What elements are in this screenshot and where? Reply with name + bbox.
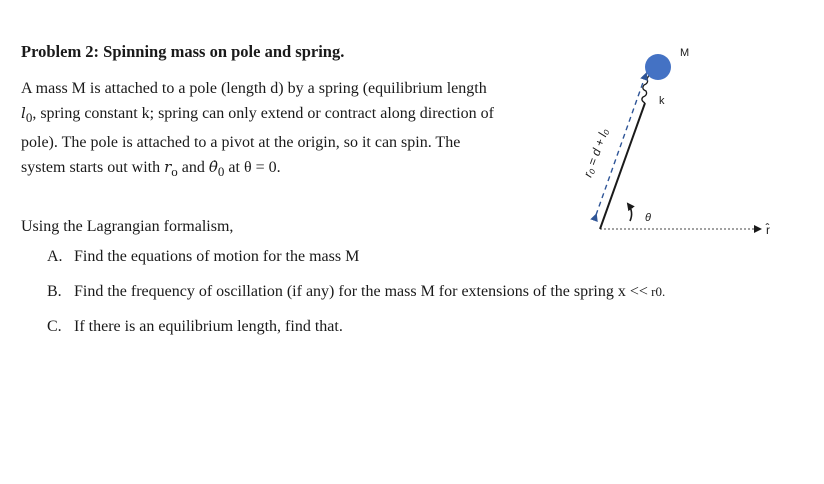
- mass-label: M: [680, 47, 690, 59]
- part-a-letter: A.: [47, 248, 63, 265]
- intro-line-4-mid: and: [177, 159, 209, 177]
- theta-dot-subscript: 0: [217, 164, 225, 180]
- problem-title: Problem 2: Spinning mass on pole and spring.: [21, 42, 345, 61]
- l0-symbol: l: [21, 104, 26, 123]
- spring-label: k: [659, 95, 665, 107]
- using-lagrangian-text: Using the Lagrangian formalism,: [21, 218, 234, 235]
- part-a-text: Find the equations of motion for the mass M: [74, 248, 360, 265]
- length-label: r₀ = d + l₀: [580, 126, 612, 180]
- angle-arc: [628, 204, 632, 221]
- r0-subscript: o: [171, 164, 178, 180]
- part-c-text: If there is an equilibrium length, find that.: [74, 318, 343, 335]
- part-b-letter: B.: [47, 283, 62, 300]
- l0-subscript: 0: [25, 110, 33, 126]
- intro-line-1: A mass M is attached to a pole (length d) by a spring (equilibrium length: [21, 80, 487, 97]
- part-b-text: Find the frequency of oscillation (if any) for the mass M for extensions of the spring x <<: [74, 283, 648, 300]
- angle-label: θ: [645, 212, 651, 224]
- intro-line-4-post: at θ = 0.: [224, 159, 281, 177]
- mass-ball: [645, 54, 671, 80]
- intro-line-4-pre: system starts out with: [21, 159, 165, 177]
- r0-symbol: r: [164, 158, 172, 177]
- part-b-tail: r0.: [647, 284, 666, 299]
- theta-dot-symbol: θ̇: [208, 158, 218, 177]
- intro-line-2-text: , spring constant k; spring can only extend or contract along direction of: [32, 105, 494, 123]
- pole: [600, 103, 645, 229]
- intro-line-3: pole). The pole is attached to a pivot at the origin, so it can spin. The: [21, 133, 461, 151]
- axis-label: r̂: [766, 223, 770, 237]
- part-c-letter: C.: [47, 318, 62, 335]
